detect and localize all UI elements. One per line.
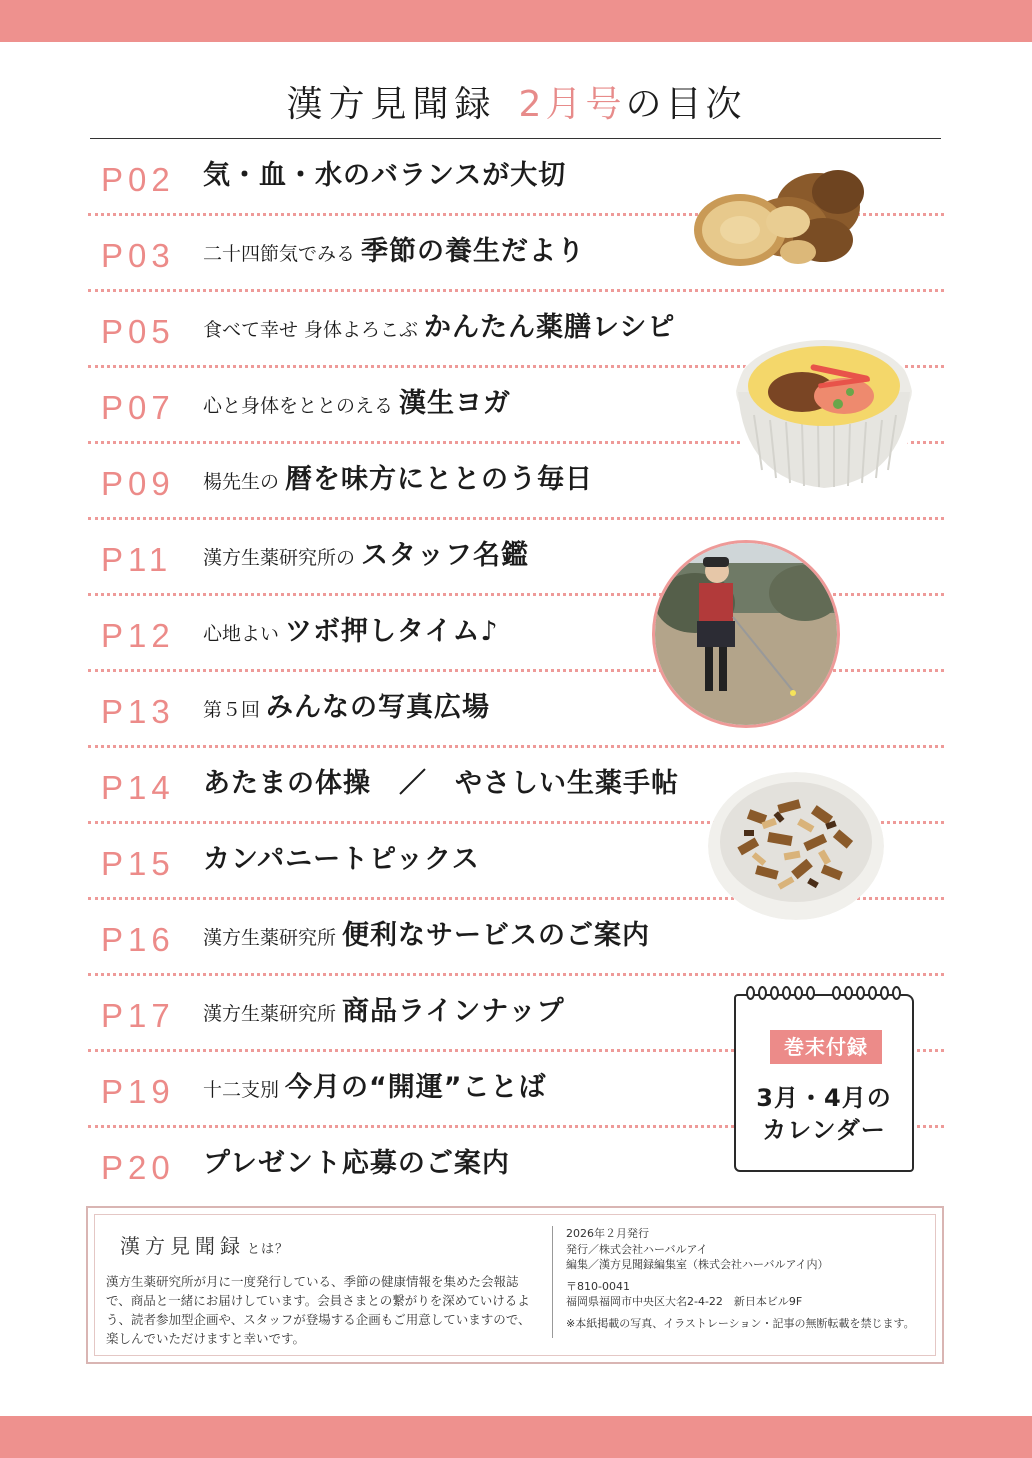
- entry-title: みんなの写真広場: [266, 692, 491, 723]
- editor: 編集／漢方見聞録編集室（株式会社ハーバルアイ内）: [566, 1258, 829, 1271]
- toc-entry: [203, 992, 565, 1035]
- calendar-appendix: [734, 986, 914, 1172]
- about-title-suffix: とは？: [247, 1242, 290, 1257]
- toc-entry: [203, 1068, 547, 1111]
- entry-title: プレゼント応募のご案内: [203, 1148, 510, 1179]
- entry-title: かんたん薬膳レシピ: [424, 312, 676, 343]
- page-title: [0, 80, 1032, 130]
- toc-entry: [203, 916, 650, 959]
- about-box: [86, 1206, 944, 1364]
- page-number: P17: [101, 997, 175, 1034]
- page-number: P16: [101, 921, 175, 958]
- calendar-ring: [832, 986, 841, 1000]
- calendar-ring: [794, 986, 803, 1000]
- appendix-title: [734, 1082, 914, 1146]
- issue-label: 2月号: [518, 84, 626, 125]
- magazine-name: 漢方見聞録: [286, 84, 497, 125]
- entry-title: 漢生ヨガ: [399, 388, 512, 419]
- calendar-ring: [856, 986, 865, 1000]
- appendix-title-line1: 3月・4月の: [756, 1084, 892, 1112]
- entry-title: カンパニートピックス: [203, 844, 480, 875]
- published-date: 2026年２月発行: [566, 1227, 649, 1240]
- entry-subtitle: 漢方生薬研究所の: [203, 547, 356, 569]
- dried-herbs-bowl-photo: [708, 772, 884, 920]
- page-number: P15: [101, 845, 175, 882]
- calendar-ring: [868, 986, 877, 1000]
- top-band: [0, 0, 1032, 42]
- page-number: P07: [101, 389, 175, 426]
- title-rule: [90, 138, 941, 139]
- page-number: P12: [101, 617, 175, 654]
- entry-title: 季節の養生だより: [361, 236, 586, 267]
- entry-subtitle: 楊先生の: [203, 471, 280, 493]
- toc-entry: [203, 840, 480, 883]
- page-number: P02: [101, 161, 175, 198]
- page-number: P19: [101, 1073, 175, 1110]
- golf-player-photo: [652, 540, 840, 728]
- page-number: P13: [101, 693, 175, 730]
- entry-title: 商品ラインナップ: [342, 996, 565, 1027]
- entry-subtitle: 食べて幸せ 身体よろこぶ: [203, 319, 419, 341]
- entry-title: あたまの体操 ／ やさしい生薬手帖: [203, 768, 679, 799]
- calendar-ring: [892, 986, 901, 1000]
- appendix-label: 巻末付録: [770, 1030, 882, 1064]
- about-divider: [552, 1226, 553, 1338]
- page-number: P03: [101, 237, 175, 274]
- page-number: P05: [101, 313, 175, 350]
- entry-subtitle: 漢方生薬研究所: [203, 927, 337, 949]
- toc-entry: [203, 232, 585, 275]
- calendar-ring: [770, 986, 779, 1000]
- entry-title: ツボ押しタイム♪: [285, 616, 499, 647]
- appendix-title-line2: カレンダー: [762, 1116, 886, 1144]
- entry-subtitle: 十二支別: [203, 1079, 280, 1101]
- toc-entry: [203, 764, 679, 807]
- about-title-name: 漢方見聞録: [120, 1234, 245, 1258]
- toc-entry: [203, 688, 490, 731]
- toc-entry: [203, 612, 499, 655]
- toc-entry: [203, 1144, 510, 1187]
- entry-subtitle: 漢方生薬研究所: [203, 1003, 337, 1025]
- toc-entry: [203, 460, 593, 503]
- toc-entry: [203, 536, 529, 579]
- address: 福岡県福岡市中央区大名2-4-22 新日本ビル9F: [566, 1295, 803, 1308]
- publisher: 発行／株式会社ハーバルアイ: [566, 1242, 708, 1256]
- page-number: P09: [101, 465, 175, 502]
- about-description: 漢方生薬研究所が月に一度発行している、季節の健康情報を集めた会報誌で、商品と一緒にお届けしています。会員さまとの繋がりを深めていけるよう、読者参加型企画や、スタッフが登場する企画もご用意していますので、楽しんでいただけますと幸いです。: [106, 1274, 531, 1346]
- entry-title: 気・血・水のバランスが大切: [203, 160, 567, 191]
- page-number: P11: [101, 541, 173, 578]
- toc-entry: [203, 308, 675, 351]
- calendar-ring: [806, 986, 815, 1000]
- entry-subtitle: 第５回: [203, 699, 261, 721]
- publication-info: [566, 1226, 926, 1331]
- entry-subtitle: 二十四節気でみる: [203, 243, 356, 265]
- calendar-ring: [844, 986, 853, 1000]
- entry-title: スタッフ名鑑: [361, 540, 530, 571]
- toc-entry: [203, 384, 511, 427]
- title-suffix: の目次: [625, 84, 746, 125]
- calendar-ring: [782, 986, 791, 1000]
- entry-title: 便利なサービスのご案内: [342, 920, 651, 951]
- calendar-ring: [880, 986, 889, 1000]
- entry-subtitle: 心と身体をととのえる: [203, 395, 394, 417]
- calendar-ring: [746, 986, 755, 1000]
- entry-subtitle: 心地よい: [203, 623, 280, 645]
- page-number: P14: [101, 769, 175, 806]
- entry-title: 暦を味方にととのう毎日: [285, 464, 594, 495]
- toc-entry: [203, 156, 566, 199]
- about-title: [120, 1230, 289, 1259]
- calendar-ring: [758, 986, 767, 1000]
- copyright-notice: ※本紙掲載の写真、イラストレーション・記事の無断転載を禁じます。: [566, 1316, 915, 1330]
- ginger-photo: [678, 152, 878, 282]
- bottom-band: [0, 1416, 1032, 1458]
- postal-code: 〒810-0041: [566, 1279, 630, 1293]
- rice-bowl-photo: [734, 320, 914, 500]
- entry-title: 今月の“開運”ことば: [285, 1072, 547, 1103]
- page-number: P20: [101, 1149, 175, 1186]
